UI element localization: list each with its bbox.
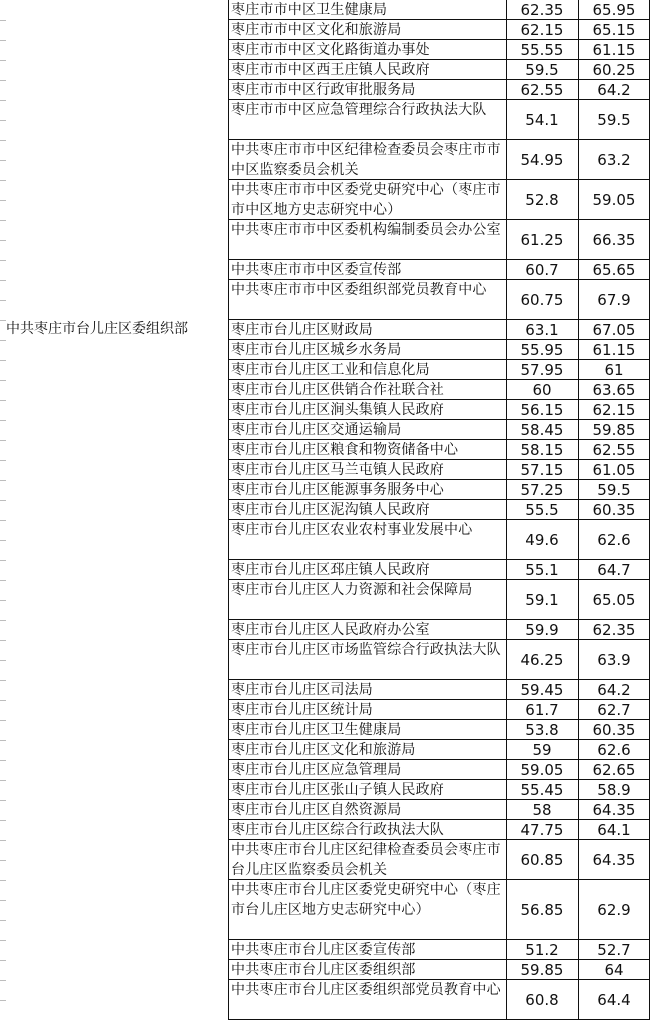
unit-name-cell: 枣庄市台儿庄区农业农村事业发展中心 xyxy=(231,522,473,538)
score-1-cell: 59.05 xyxy=(520,761,564,779)
table-row xyxy=(228,940,650,960)
score-1-cell: 46.25 xyxy=(520,651,564,669)
table-row xyxy=(228,820,650,840)
table-row xyxy=(228,580,650,620)
table-row xyxy=(228,400,650,420)
table-row xyxy=(228,880,650,940)
score-1-cell: 59.45 xyxy=(520,681,564,699)
unit-name-cell: 中共枣庄市市中区委机构编制委员会办公室 xyxy=(231,222,501,238)
table-row xyxy=(228,60,650,80)
score-1-cell: 60.7 xyxy=(525,261,559,279)
unit-name-cell: 枣庄市台儿庄区供销合作社联合社 xyxy=(231,382,444,398)
score-1-cell: 62.35 xyxy=(520,1,564,19)
table-row xyxy=(228,800,650,820)
dept-merged-cell: 中共枣庄市台儿庄区委组织部 xyxy=(6,321,188,337)
unit-name-cell: 枣庄市台儿庄区统计局 xyxy=(231,702,373,718)
score-1-cell: 49.6 xyxy=(525,531,559,549)
score-1-cell: 60 xyxy=(532,381,552,399)
score-1-cell: 61.7 xyxy=(525,701,559,719)
left-gridlines xyxy=(0,0,6,1020)
unit-name-cell: 中共枣庄市市中区委党史研究中心（枣庄市市中区地方史志研究中心） xyxy=(231,182,501,218)
unit-name-cell: 中共枣庄市台儿庄区委组织部 xyxy=(231,962,416,978)
score-1-cell: 47.75 xyxy=(520,821,564,839)
score-1-cell: 55.95 xyxy=(520,341,564,359)
score-2-cell: 65.15 xyxy=(592,21,636,39)
score-2-cell: 64.2 xyxy=(597,81,631,99)
unit-name-cell: 枣庄市台儿庄区综合行政执法大队 xyxy=(231,822,444,838)
score-2-cell: 61.15 xyxy=(592,41,636,59)
unit-name-cell: 中共枣庄市台儿庄区委组织部党员教育中心 xyxy=(231,982,501,998)
table-row xyxy=(228,640,650,680)
table-row xyxy=(228,680,650,700)
score-1-cell: 58 xyxy=(532,801,552,819)
score-1-cell: 56.15 xyxy=(520,401,564,419)
score-2-cell: 61.05 xyxy=(592,461,636,479)
score-1-cell: 57.95 xyxy=(520,361,564,379)
table-row xyxy=(228,460,650,480)
score-1-cell: 55.45 xyxy=(520,781,564,799)
unit-name-cell: 中共枣庄市市中区委宣传部 xyxy=(231,262,402,278)
unit-name-cell: 枣庄市台儿庄区人力资源和社会保障局 xyxy=(231,582,473,598)
score-1-cell: 59.85 xyxy=(520,961,564,979)
unit-name-cell: 枣庄市市中区应急管理综合行政执法大队 xyxy=(231,102,487,118)
score-2-cell: 61.15 xyxy=(592,341,636,359)
unit-name-cell: 枣庄市市中区西王庄镇人民政府 xyxy=(231,62,430,78)
table-row xyxy=(228,560,650,580)
score-2-cell: 64.35 xyxy=(592,851,636,869)
score-1-cell: 53.8 xyxy=(525,721,559,739)
score-1-cell: 61.25 xyxy=(520,231,564,249)
unit-name-cell: 中共枣庄市台儿庄区委党史研究中心（枣庄市台儿庄区地方史志研究中心） xyxy=(231,882,501,918)
table-row xyxy=(228,520,650,560)
table-row xyxy=(228,500,650,520)
score-2-cell: 62.55 xyxy=(592,441,636,459)
unit-name-cell: 枣庄市台儿庄区马兰屯镇人民政府 xyxy=(231,462,444,478)
score-1-cell: 54.95 xyxy=(520,151,564,169)
table-row xyxy=(228,780,650,800)
score-2-cell: 62.15 xyxy=(592,401,636,419)
unit-name-cell: 枣庄市台儿庄区财政局 xyxy=(231,322,373,338)
table-row xyxy=(228,960,650,980)
table-row xyxy=(228,20,650,40)
unit-name-cell: 枣庄市台儿庄区能源事务服务中心 xyxy=(231,482,444,498)
unit-name-cell: 枣庄市台儿庄区城乡水务局 xyxy=(231,342,402,358)
table-row xyxy=(228,180,650,220)
table-row xyxy=(228,380,650,400)
unit-name-cell: 枣庄市台儿庄区涧头集镇人民政府 xyxy=(231,402,444,418)
score-1-cell: 56.85 xyxy=(520,901,564,919)
unit-name-cell: 枣庄市市中区卫生健康局 xyxy=(231,2,388,18)
unit-name-cell: 中共枣庄市市中区纪律检查委员会枣庄市市中区监察委员会机关 xyxy=(231,142,501,178)
score-1-cell: 59.1 xyxy=(525,591,559,609)
score-1-cell: 60.85 xyxy=(520,851,564,869)
table-row xyxy=(228,40,650,60)
table-row xyxy=(228,100,650,140)
score-2-cell: 52.7 xyxy=(597,941,631,959)
table-row xyxy=(228,440,650,460)
table-row xyxy=(228,980,650,1020)
unit-name-cell: 枣庄市市中区行政审批服务局 xyxy=(231,82,416,98)
table-row xyxy=(228,480,650,500)
score-2-cell: 62.7 xyxy=(597,701,631,719)
score-1-cell: 60.75 xyxy=(520,291,564,309)
unit-name-cell: 枣庄市台儿庄区自然资源局 xyxy=(231,802,402,818)
score-2-cell: 64 xyxy=(604,961,624,979)
score-2-cell: 62.65 xyxy=(592,761,636,779)
score-2-cell: 66.35 xyxy=(592,231,636,249)
table-row xyxy=(228,700,650,720)
unit-name-cell: 枣庄市市中区文化和旅游局 xyxy=(231,22,402,38)
unit-name-cell: 枣庄市台儿庄区张山子镇人民政府 xyxy=(231,782,444,798)
score-1-cell: 59.9 xyxy=(525,621,559,639)
unit-name-cell: 中共枣庄市台儿庄区委宣传部 xyxy=(231,942,416,958)
table-row xyxy=(228,760,650,780)
score-2-cell: 63.9 xyxy=(597,651,631,669)
score-2-cell: 59.5 xyxy=(597,481,631,499)
unit-name-cell: 枣庄市台儿庄区司法局 xyxy=(231,682,373,698)
score-2-cell: 64.2 xyxy=(597,681,631,699)
score-1-cell: 57.25 xyxy=(520,481,564,499)
score-2-cell: 59.85 xyxy=(592,421,636,439)
score-1-cell: 58.45 xyxy=(520,421,564,439)
score-2-cell: 62.35 xyxy=(592,621,636,639)
table-row xyxy=(228,140,650,180)
score-2-cell: 64.1 xyxy=(597,821,631,839)
unit-name-cell: 枣庄市市中区文化路街道办事处 xyxy=(231,42,430,58)
score-1-cell: 62.55 xyxy=(520,81,564,99)
score-2-cell: 67.05 xyxy=(592,321,636,339)
score-1-cell: 59 xyxy=(532,741,552,759)
unit-name-cell: 枣庄市台儿庄区人民政府办公室 xyxy=(231,622,430,638)
unit-name-cell: 中共枣庄市市中区委组织部党员教育中心 xyxy=(231,282,487,298)
score-2-cell: 62.6 xyxy=(597,741,631,759)
table-row xyxy=(228,280,650,320)
score-1-cell: 55.55 xyxy=(520,41,564,59)
unit-name-cell: 枣庄市台儿庄区粮食和物资储备中心 xyxy=(231,442,459,458)
score-2-cell: 62.9 xyxy=(597,901,631,919)
table-row xyxy=(228,0,650,20)
score-1-cell: 62.15 xyxy=(520,21,564,39)
table-row xyxy=(228,720,650,740)
score-1-cell: 51.2 xyxy=(525,941,559,959)
unit-name-cell: 枣庄市台儿庄区市场监管综合行政执法大队 xyxy=(231,642,501,658)
score-1-cell: 55.1 xyxy=(525,561,559,579)
table-row xyxy=(228,320,650,340)
score-2-cell: 65.95 xyxy=(592,1,636,19)
score-1-cell: 63.1 xyxy=(525,321,559,339)
score-1-cell: 60.8 xyxy=(525,991,559,1009)
score-2-cell: 62.6 xyxy=(597,531,631,549)
score-2-cell: 59.5 xyxy=(597,111,631,129)
table-row xyxy=(228,260,650,280)
unit-name-cell: 枣庄市台儿庄区文化和旅游局 xyxy=(231,742,416,758)
table-row xyxy=(228,420,650,440)
unit-name-cell: 枣庄市台儿庄区卫生健康局 xyxy=(231,722,402,738)
score-1-cell: 58.15 xyxy=(520,441,564,459)
table-row xyxy=(228,740,650,760)
score-2-cell: 60.35 xyxy=(592,721,636,739)
unit-name-cell: 枣庄市台儿庄区工业和信息化局 xyxy=(231,362,430,378)
score-2-cell: 59.05 xyxy=(592,191,636,209)
score-2-cell: 63.2 xyxy=(597,151,631,169)
score-2-cell: 60.35 xyxy=(592,501,636,519)
score-1-cell: 52.8 xyxy=(525,191,559,209)
table-row xyxy=(228,360,650,380)
score-1-cell: 55.5 xyxy=(525,501,559,519)
score-2-cell: 58.9 xyxy=(597,781,631,799)
score-2-cell: 64.4 xyxy=(597,991,631,1009)
score-2-cell: 61 xyxy=(604,361,624,379)
score-2-cell: 65.05 xyxy=(592,591,636,609)
table-row xyxy=(228,220,650,260)
unit-name-cell: 枣庄市台儿庄区邳庄镇人民政府 xyxy=(231,562,430,578)
score-2-cell: 64.35 xyxy=(592,801,636,819)
unit-name-cell: 中共枣庄市台儿庄区纪律检查委员会枣庄市台儿庄区监察委员会机关 xyxy=(231,842,501,878)
unit-name-cell: 枣庄市台儿庄区应急管理局 xyxy=(231,762,402,778)
score-1-cell: 54.1 xyxy=(525,111,559,129)
table-row xyxy=(228,340,650,360)
score-1-cell: 59.5 xyxy=(525,61,559,79)
score-2-cell: 64.7 xyxy=(597,561,631,579)
score-2-cell: 65.65 xyxy=(592,261,636,279)
score-1-cell: 57.15 xyxy=(520,461,564,479)
score-2-cell: 63.65 xyxy=(592,381,636,399)
unit-name-cell: 枣庄市台儿庄区泥沟镇人民政府 xyxy=(231,502,430,518)
score-2-cell: 60.25 xyxy=(592,61,636,79)
table-row xyxy=(228,80,650,100)
score-2-cell: 67.9 xyxy=(597,291,631,309)
table-row xyxy=(228,840,650,880)
unit-name-cell: 枣庄市台儿庄区交通运输局 xyxy=(231,422,402,438)
table-row xyxy=(228,620,650,640)
